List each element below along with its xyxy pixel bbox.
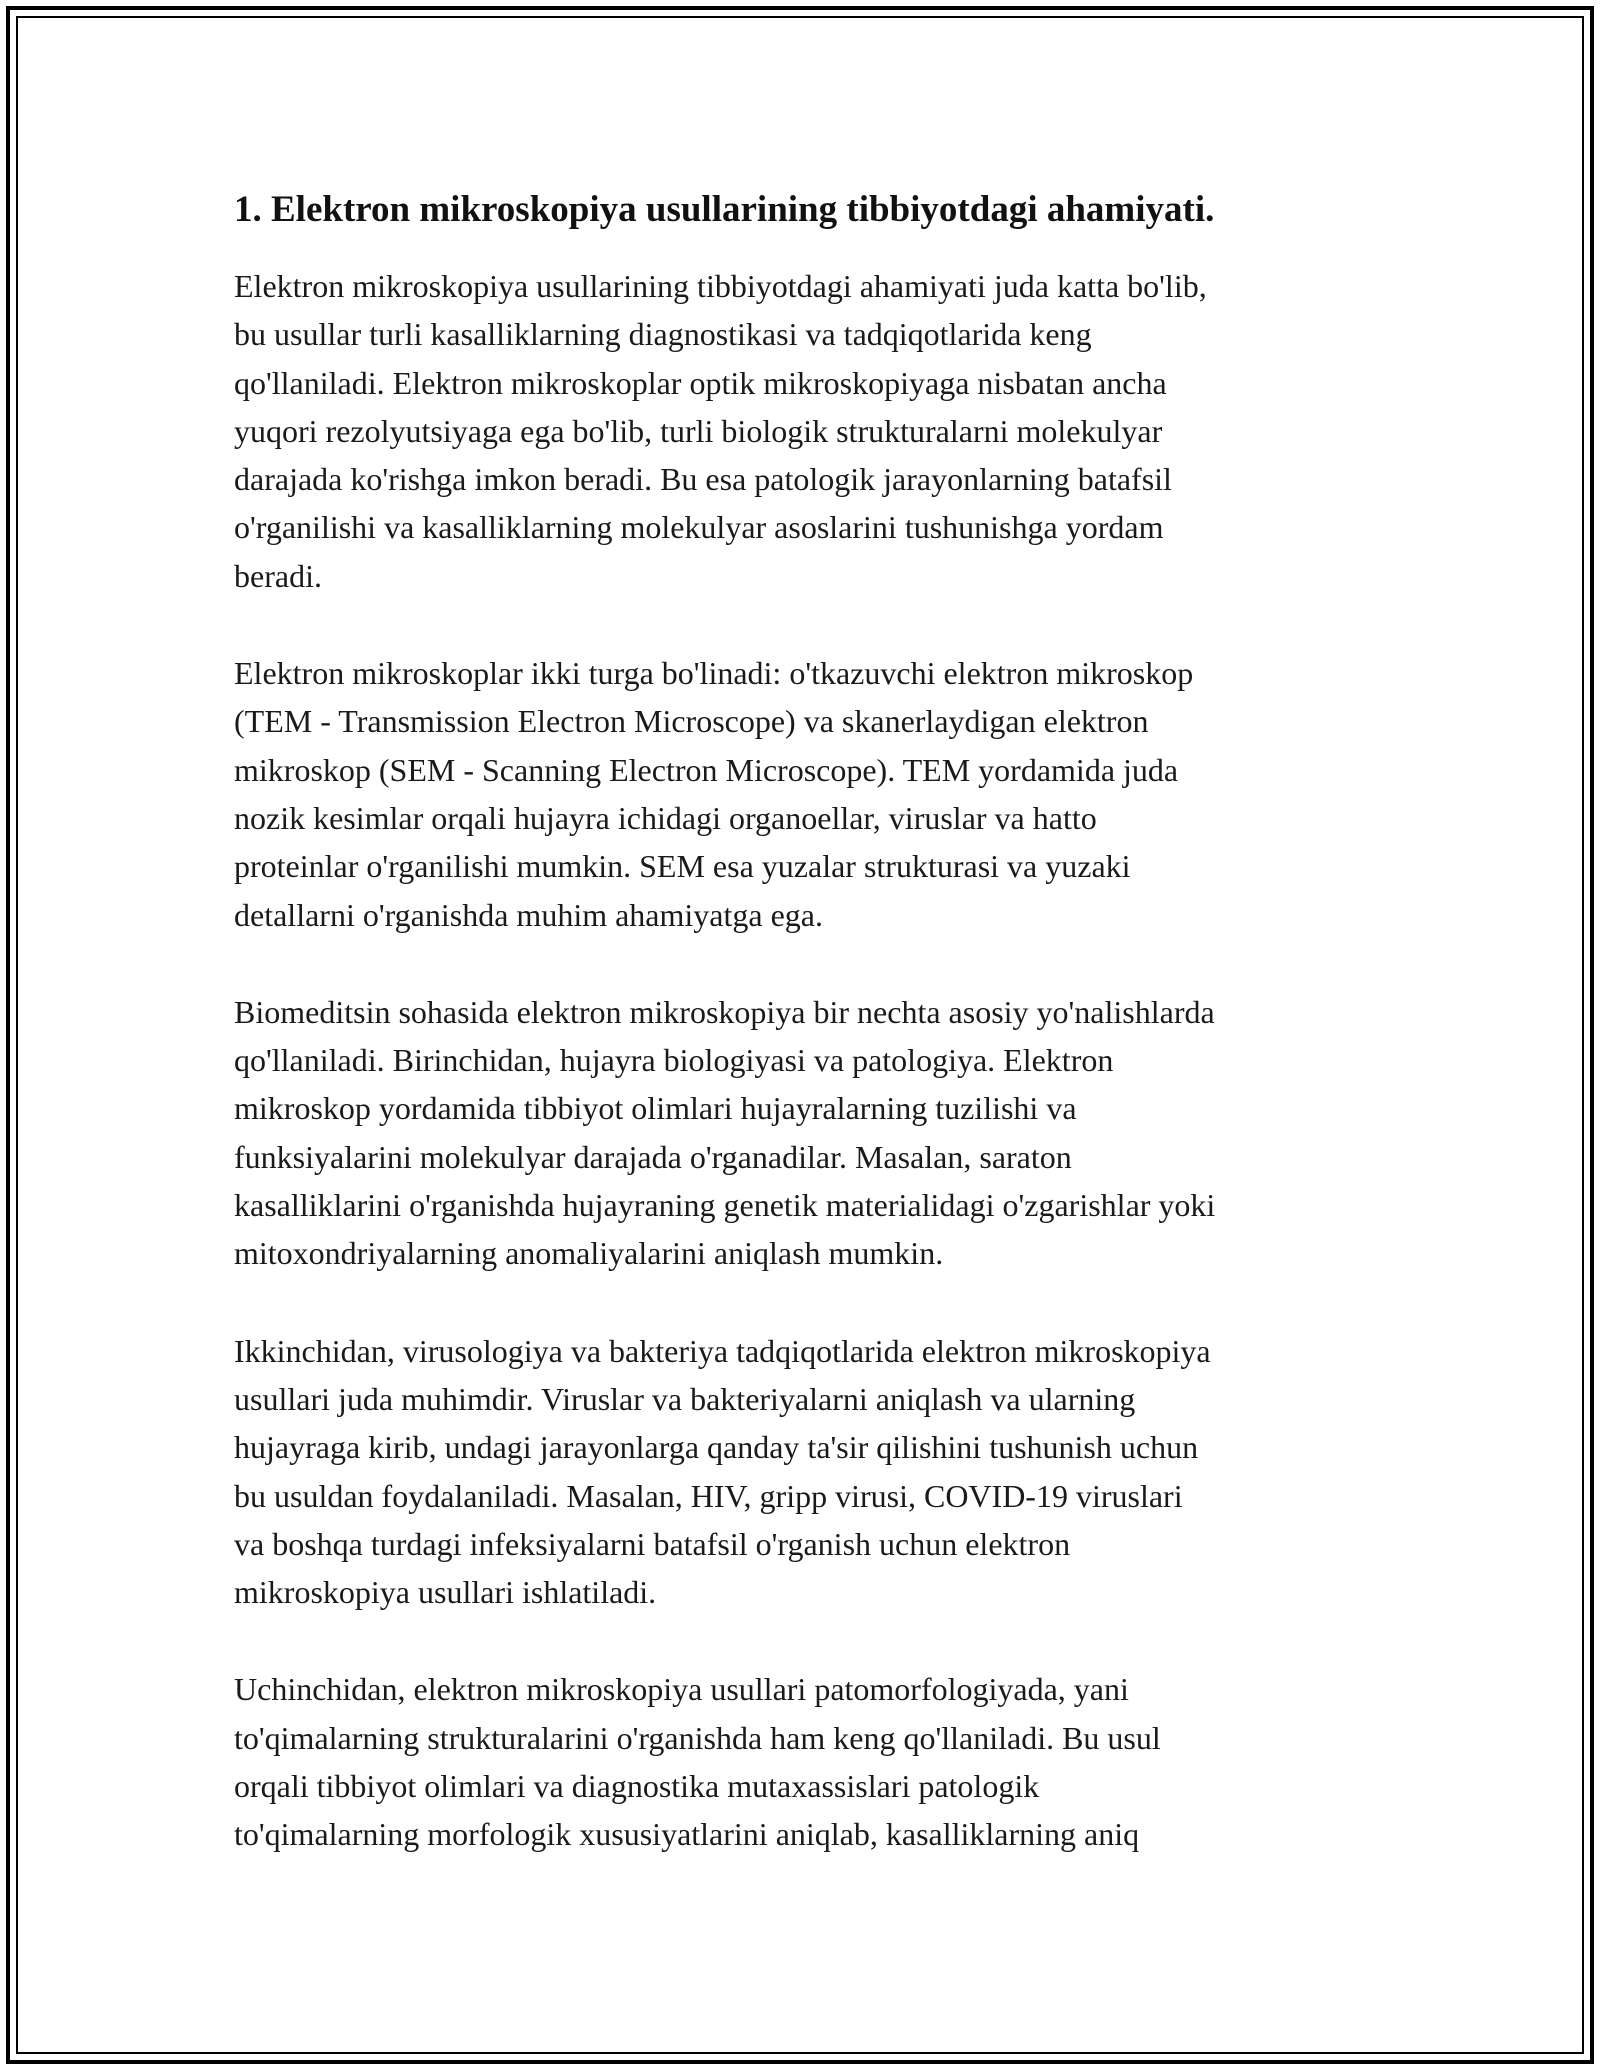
text-line: Ikkinchidan, virusologiya va bakteriya tadqiqotlarida elektron mikroskopiya	[234, 1332, 1211, 1369]
text-line: yuqori rezolyutsiyaga ega bo'lib, turli biologik strukturalarni molekulyar	[234, 412, 1163, 449]
paragraph-3	[234, 988, 1374, 1278]
text-line: mikroskop yordamida tibbiyot olimlari hujayralarning tuzilishi va	[234, 1090, 1077, 1127]
text-line: to'qimalarning strukturalarini o'rganishda ham keng qo'llaniladi. Bu usul	[234, 1719, 1161, 1756]
text-line: hujayraga kirib, undagi jarayonlarga qanday ta'sir qilishini tushunish uchun	[234, 1429, 1199, 1466]
text-line: beradi.	[234, 557, 322, 594]
text-line: proteinlar o'rganilishi mumkin. SEM esa yuzalar strukturasi va yuzaki	[234, 848, 1131, 885]
text-line: Elektron mikroskoplar ikki turga bo'linadi: o'tkazuvchi elektron mikroskop	[234, 655, 1194, 692]
text-line: (TEM - Transmission Electron Microscope) va skanerlaydigan elektron	[234, 703, 1149, 740]
text-line: qo'llaniladi. Birinchidan, hujayra biologiyasi va patologiya. Elektron	[234, 1042, 1114, 1079]
text-line: kasalliklarini o'rganishda hujayraning genetik materialidagi o'zgarishlar yoki	[234, 1187, 1216, 1224]
text-line: Elektron mikroskopiya usullarining tibbiyotdagi ahamiyati juda katta bo'lib,	[234, 268, 1207, 304]
text-line: Uchinchidan, elektron mikroskopiya usullari patomorfologiyada, yani	[234, 1671, 1129, 1708]
document-content	[234, 186, 1374, 1908]
text-line: mitoxondriyalarning anomaliyalarini aniqlash mumkin.	[234, 1235, 944, 1272]
text-line: o'rganilishi va kasalliklarning molekulyar asoslarini tushunishga yordam	[234, 509, 1164, 546]
section-heading: 1. Elektron mikroskopiya usullarining tibbiyotdagi ahamiyati.	[234, 189, 1215, 230]
text-line: bu usuldan foydalaniladi. Masalan, HIV, gripp virusi, COVID-19 viruslari	[234, 1477, 1183, 1514]
text-line: va boshqa turdagi infeksiyalarni batafsil o'rganish uchun elektron	[234, 1525, 1071, 1562]
text-line: bu usullar turli kasalliklarning diagnostikasi va tadqiqotlarida keng	[234, 316, 1092, 353]
text-line: qo'llaniladi. Elektron mikroskoplar optik mikroskopiyaga nisbatan ancha	[234, 364, 1167, 401]
paragraph-5	[234, 1665, 1374, 1858]
text-line: detallarni o'rganishda muhim ahamiyatga ega.	[234, 896, 823, 933]
text-line: usullari juda muhimdir. Viruslar va bakteriyalarni aniqlash va ularning	[234, 1380, 1136, 1417]
text-line: mikroskopiya usullari ishlatiladi.	[234, 1574, 657, 1611]
text-line: mikroskop (SEM - Scanning Electron Microscope). TEM yordamida juda	[234, 751, 1179, 788]
text-line: darajada ko'rishga imkon beradi. Bu esa patologik jarayonlarning batafsil	[234, 461, 1172, 498]
paragraph-4	[234, 1327, 1374, 1617]
paragraph-1	[234, 262, 1374, 600]
text-line: orqali tibbiyot olimlari va diagnostika mutaxassislari patologik	[234, 1768, 1040, 1805]
text-line: funksiyalarini molekulyar darajada o'rganadilar. Masalan, saraton	[234, 1138, 1072, 1175]
text-line: to'qimalarning morfologik xususiyatlarini aniqlab, kasalliklarning aniq	[234, 1816, 1140, 1853]
paragraph-2	[234, 649, 1374, 939]
text-line: nozik kesimlar orqali hujayra ichidagi organoellar, viruslar va hatto	[234, 799, 1097, 836]
text-line: Biomeditsin sohasida elektron mikroskopiya bir nechta asosiy yo'nalishlarda	[234, 993, 1215, 1030]
